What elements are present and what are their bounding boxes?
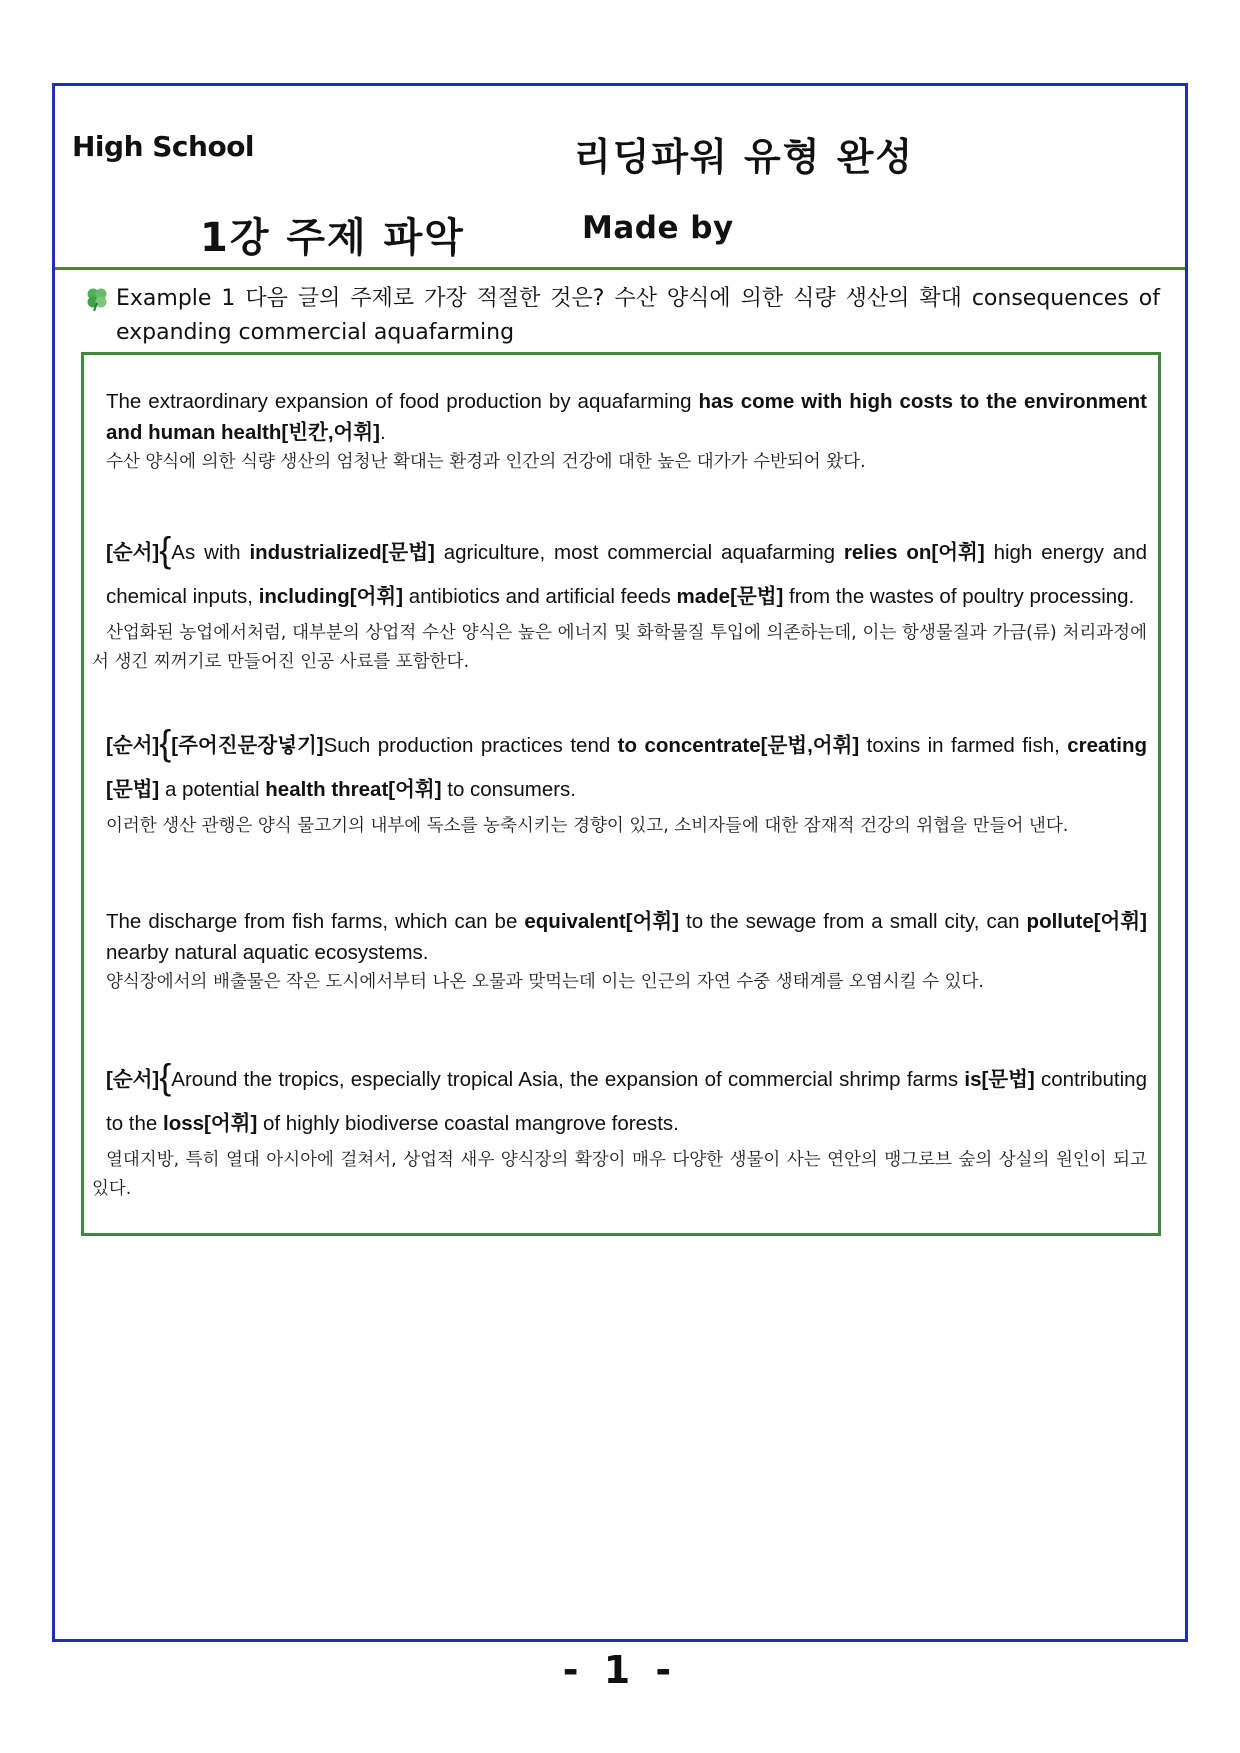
sentence-text: from the wastes of poultry processing. (783, 585, 1135, 608)
brace-mark: { (159, 722, 172, 763)
sentence-text: The extraordinary expansion of food production by aquafarming (106, 390, 699, 413)
korean-translation: 이러한 생산 관행은 양식 물고기의 내부에 독소를 농축시키는 경향이 있고, 소비자들에 대한 잠재적 건강의 위협을 만들어 낸다. (106, 816, 1069, 836)
english-sentence (92, 531, 1147, 619)
made-by-label: Made by (582, 210, 734, 246)
highlight-phrase: relies on[어휘] (843, 541, 985, 564)
sentence-text: a potential (159, 778, 266, 801)
sentence-text: of highly biodiverse coastal mangrove forests. (257, 1112, 679, 1135)
order-tag: [순서] (106, 541, 160, 564)
passage-paragraph-4 (92, 906, 1147, 997)
order-tag: [순서] (106, 1068, 160, 1091)
highlight-phrase: to concentrate[문법,어휘] (617, 734, 860, 757)
insert-sentence-tag: [주어진문장넣기] (171, 734, 324, 757)
english-sentence (92, 906, 1147, 968)
header-divider (55, 267, 1185, 270)
example-question (84, 282, 1160, 350)
passage-paragraph-1 (92, 386, 1147, 477)
english-sentence (92, 386, 1147, 448)
order-tag: [순서] (106, 734, 160, 757)
brace-mark: { (159, 529, 172, 570)
sentence-text: high energy and chemical inputs, (106, 541, 1148, 608)
highlight-phrase: has come with high costs to the environment and human health[빈칸,어휘] (106, 390, 1148, 444)
sentence-text: to consumers. (441, 778, 576, 801)
highlight-phrase: made[문법] (676, 585, 784, 608)
sentence-text: to the sewage from a small city, can (679, 910, 1027, 933)
sentence-text: . (379, 421, 386, 444)
sentence-text: As with (171, 541, 250, 564)
passage-paragraph-5 (92, 1058, 1147, 1204)
highlight-phrase: health threat[어휘] (265, 778, 442, 801)
lesson-title: 1강 주제 파악 (200, 215, 465, 261)
book-title: 리딩파워 유형 완성 (574, 135, 915, 179)
korean-translation: 양식장에서의 배출물은 작은 도시에서부터 나온 오물과 맞먹는데 이는 인근의 자연 수중 생태계를 오염시킬 수 있다. (106, 972, 984, 992)
korean-translation: 열대지방, 특히 열대 아시아에 걸쳐서, 상업적 새우 양식장의 확장이 매우 다양한 생물이 사는 연안의 맹그로브 숲의 상실의 원인이 되고 있다. (92, 1150, 1147, 1199)
passage-paragraph-3 (92, 724, 1147, 841)
sentence-text: agriculture, most commercial aquafarming (434, 541, 844, 564)
passage-paragraph-2 (92, 531, 1147, 677)
sentence-text: Such production practices tend (323, 734, 618, 757)
clover-icon (84, 286, 110, 312)
example-question-text: Example 1 다음 글의 주제로 가장 적절한 것은? 수산 양식에 의한 식량 생산의 확대 consequences of expanding commercial aquafarming (116, 286, 1160, 345)
highlight-phrase: loss[어휘] (163, 1112, 258, 1135)
korean-translation: 수산 양식에 의한 식량 생산의 엄청난 확대는 환경과 인간의 건강에 대한 높은 대가가 수반되어 왔다. (106, 452, 866, 472)
english-sentence (92, 724, 1147, 812)
highlight-phrase: is[문법] (964, 1068, 1035, 1091)
highlight-phrase: equivalent[어휘] (524, 910, 680, 933)
sentence-text: Around the tropics, especially tropical Asia, the expansion of commercial shrimp farms (171, 1068, 965, 1091)
highlight-phrase: creating [문법] (106, 734, 1148, 801)
school-level: High School (72, 130, 255, 163)
page-number: - 1 - (562, 1648, 678, 1692)
korean-translation: 산업화된 농업에서처럼, 대부분의 상업적 수산 양식은 높은 에너지 및 화학물질 투입에 의존하는데, 이는 항생물질과 가금(류) 처리과정에서 생긴 찌꺼기로 만들어진 인공 사료를 포함한다. (92, 623, 1147, 672)
sentence-text: contributing to the (106, 1068, 1147, 1135)
sentence-text: toxins in farmed fish, (859, 734, 1068, 757)
sentence-text: antibiotics and artificial feeds (403, 585, 677, 608)
sentence-text: nearby natural aquatic ecosystems. (106, 941, 429, 964)
brace-mark: { (159, 1056, 172, 1097)
highlight-phrase: pollute[어휘] (1026, 910, 1147, 933)
sentence-text: The discharge from fish farms, which can be (106, 910, 525, 933)
highlight-phrase: including[어휘] (258, 585, 404, 608)
highlight-phrase: industrialized[문법] (249, 541, 435, 564)
english-sentence (92, 1058, 1147, 1146)
